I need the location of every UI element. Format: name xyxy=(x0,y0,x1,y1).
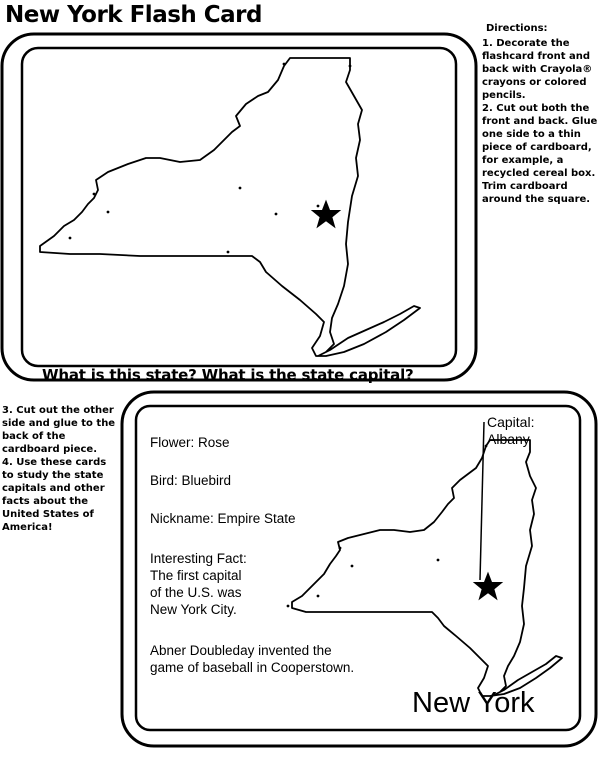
direction-step-4: 4. Use these cards to study the state capitals and other facts about the United States of America! xyxy=(2,457,107,533)
star-icon xyxy=(472,570,504,602)
directions-heading: Directions: xyxy=(486,23,548,34)
direction-step-1: 1. Decorate the flashcard front and back with Crayola® crayons or colored pencils. xyxy=(482,38,593,101)
fact-line: New York City. xyxy=(150,602,237,617)
fact-heading: Interesting Fact: xyxy=(150,551,247,566)
capital-label: Capital: xyxy=(487,414,535,430)
page-title: New York Flash Card xyxy=(5,2,262,28)
state-name: New York xyxy=(412,687,535,719)
fact-line: of the U.S. was xyxy=(150,585,242,600)
direction-step-2: 2. Cut out both the front and back. Glue one side to a thin piece of cardboard, for example, a recycled cereal box. Trim cardboard around the square. xyxy=(482,103,598,205)
fact-line: The first capital xyxy=(150,568,242,583)
bird-fact: Bird: Bluebird xyxy=(150,473,232,488)
flashcard-back xyxy=(120,390,598,748)
front-question: What is this state? What is the state capital? xyxy=(42,366,414,384)
nickname-fact: Nickname: Empire State xyxy=(150,511,296,526)
baseball-line: game of baseball in Cooperstown. xyxy=(150,660,355,675)
capital-value: Albany xyxy=(487,431,530,447)
baseball-line: Abner Doubleday invented the xyxy=(150,643,332,658)
direction-step-3: 3. Cut out the other side and glue to the back of the cardboard piece. xyxy=(2,405,116,455)
flower-fact: Flower: Rose xyxy=(150,435,230,450)
